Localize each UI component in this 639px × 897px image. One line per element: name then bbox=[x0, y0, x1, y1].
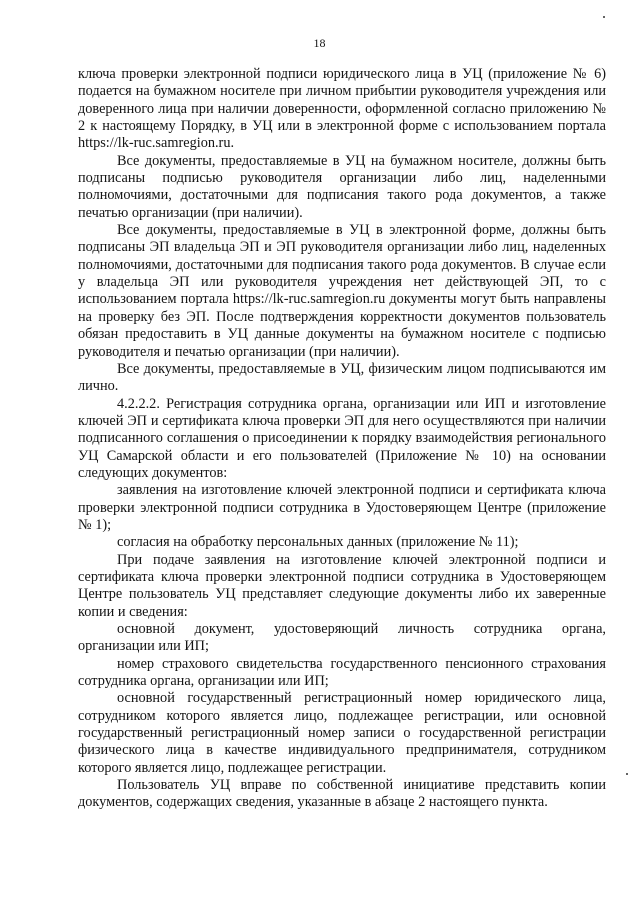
paragraph: Все документы, предоставляемые в УЦ на бумажном носителе, должны быть подписаны подписью руководителя организации либо лиц, наделенными полномочиями, достаточными для подписания такого рода документов, а также печатью организации (при наличии). bbox=[78, 152, 606, 221]
paragraph: 4.2.2.2. Регистрация сотрудника органа, организации или ИП и изготовление ключей ЭП и сертификата ключа проверки ЭП для него осуществляются при наличии подписанного соглашения о присоединении к порядку взаимодействия регионального УЦ Самарской области и его пользователей (Приложение № 10) на основании следующих документов: bbox=[78, 395, 606, 481]
paragraph: Все документы, предоставляемые в УЦ, физическим лицом подписываются им лично. bbox=[78, 360, 606, 395]
paragraph: основной документ, удостоверяющий личность сотрудника органа, организации или ИП; bbox=[78, 621, 606, 655]
paragraph: заявления на изготовление ключей электронной подписи и сертификата ключа проверки электронной подписи сотрудника в Удостоверяющем Центре (приложение № 1); bbox=[78, 482, 606, 533]
paragraph: номер страхового свидетельства государственного пенсионного страхования сотрудника органа, организации или ИП; bbox=[78, 655, 606, 690]
paragraph: ключа проверки электронной подписи юридического лица в УЦ (приложение № 6) подается на бумажном носителе при личном прибытии руководителя учреждения или доверенного лица при наличии доверенности, оформленной согласно приложению № 2 к настоящему Порядку, в УЦ или в электронной форме с использованием портала https://lk-ruc.samregion.ru. bbox=[78, 66, 606, 152]
scan-speck bbox=[626, 773, 628, 775]
paragraph: Пользователь УЦ вправе по собственной инициативе представить копии документов, содержащих сведения, указанные в абзаце 2 настоящего пункта. bbox=[78, 777, 606, 811]
paragraph: основной государственный регистрационный номер юридического лица, сотрудником которого является лицо, подлежащее регистрации, или основной государственный регистрационный номер записи о государственной регистрации физического лица в качестве индивидуального предпринимателя, сотрудником которого является лицо, подлежащее регистрации. bbox=[78, 690, 606, 776]
document-body bbox=[78, 66, 606, 812]
paragraph: При подаче заявления на изготовление ключей электронной подписи и сертификата ключа проверки электронной подписи сотрудника в Удостоверяющем Центре пользователь УЦ представляет следующие документы либо их заверенные копии и сведения: bbox=[78, 551, 606, 620]
scan-speck bbox=[603, 16, 605, 18]
page-number: 18 bbox=[313, 36, 326, 50]
paragraph: согласия на обработку персональных данных (приложение № 11); bbox=[117, 534, 519, 551]
paragraph: Все документы, предоставляемые в УЦ в электронной форме, должны быть подписаны ЭП владельца ЭП и ЭП руководителя организации либо лиц, наделенных полномочиями, достаточными для подписания такого рода документов. В случае если у владельца ЭП или руководителя учреждения нет действующей ЭП, то с использованием портала https://lk-ruc.samregion.ru документы могут быть направлены на проверку без ЭП. После подтверждения корректности документов пользователь обязан предоставить в УЦ данные документы на бумажном носителе с подписью руководителя и печатью организации (при наличии). bbox=[78, 222, 606, 360]
